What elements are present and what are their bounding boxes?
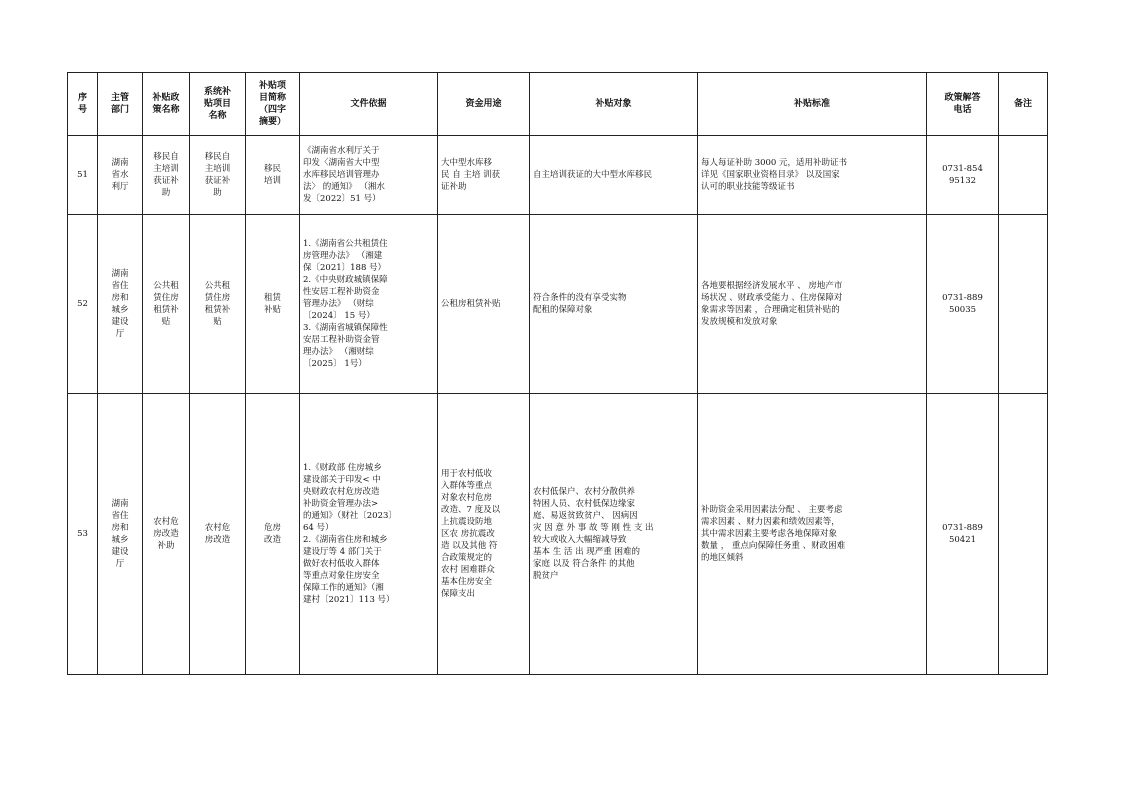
cell-note (999, 136, 1048, 215)
cell-basis: 1.《湖南省公共租赁住 房管理办法》 （湘建 保〔2021〕188 号） 2.《中央财政城镇保障 性安居工程补助资金 管理办法》 （财综 〔2024〕 15 号） 3.《湖南省城镇保障性 安居工程补助资金管 理办法》 （湘财综 〔2025〕 1号） (300, 215, 438, 394)
cell-dept: 湖南 省住 房和 城乡 建设 厅 (98, 215, 143, 394)
cell-phone: 0731-889 50035 (927, 215, 999, 394)
header-abbrev: 补贴项 目简称 （四字 摘要） (246, 73, 300, 136)
cell-phone: 0731-889 50421 (927, 394, 999, 675)
cell-target: 符合条件的没有享受实物 配租的保障对象 (530, 215, 698, 394)
cell-basis: 1.《财政部 住房城乡 建设部关于印发< 中 央财政农村危房改造 补助资金管理办法> 的通知》（财社〔2023〕 64 号） 2.《湖南省住房和城乡 建设厅等 4 部门关于 做好农村低收入群体 等重点对象住房安全 保障工作的通知》（湘 建村〔2021〕113 号） (300, 394, 438, 675)
cell-abbrev: 移民 培训 (246, 136, 300, 215)
table-row (68, 215, 1048, 394)
header-note: 备注 (999, 73, 1048, 136)
cell-basis: 《湖南省水利厅关于 印发〈湖南省大中型 水库移民培训管理办 法〉 的通知》 （湘水 发〔2022〕51 号） (300, 136, 438, 215)
policy-table (67, 72, 1048, 675)
cell-seq: 51 (68, 136, 98, 215)
header-usage: 资金用途 (438, 73, 530, 136)
cell-usage: 用于农村低收 入群体等重点 对象农村危房 改造、7 度及以 上抗震设防地 区农 房抗震改 造 以及其他 符 合政策规定的 农村 困难群众 基本住房安全 保障支出 (438, 394, 530, 675)
cell-dept: 湖南 省住 房和 城乡 建设 厅 (98, 394, 143, 675)
cell-target: 自主培训获证的大中型水库移民 (530, 136, 698, 215)
cell-note (999, 215, 1048, 394)
header-row (68, 73, 1048, 136)
header-system-item: 系统补 贴项目 名称 (190, 73, 246, 136)
cell-standard: 补助资金采用因素法分配 、 主要考虑 需求因素 、财力因素和绩效因素等， 其中需求因素主要考虑各地保障对象 数量 ， 重点向保障任务重 、财政困难 的地区倾斜 (698, 394, 927, 675)
table-row (68, 136, 1048, 215)
cell-seq: 52 (68, 215, 98, 394)
cell-standard: 各地要根据经济发展水平 、 房地产市 场状况 、财政承受能力 、住房保障对 象需求等因素 ，合理确定租赁补贴的 发放规模和发放对象 (698, 215, 927, 394)
cell-dept: 湖南 省水 利厅 (98, 136, 143, 215)
cell-abbrev: 租赁 补贴 (246, 215, 300, 394)
header-target: 补贴对象 (530, 73, 698, 136)
header-dept: 主管 部门 (98, 73, 143, 136)
cell-seq: 53 (68, 394, 98, 675)
cell-policy-name: 农村危 房改造 补助 (143, 394, 190, 675)
cell-usage: 大中型水库移 民 自 主培 训获 证补助 (438, 136, 530, 215)
cell-target: 农村低保户、农村分散供养 特困人员、农村低保边缘家 庭、易返贫致贫户、 因病因 灾 因 意 外 事 故 等 刚 性 支 出 较大或收入大幅缩减导致 基本 生 活 出 现严重 困难的 家庭 以及 符合条件 的其他 脱贫户 (530, 394, 698, 675)
cell-policy-name: 公共租 赁住房 租赁补 贴 (143, 215, 190, 394)
cell-usage: 公租房租赁补贴 (438, 215, 530, 394)
cell-policy-name: 移民自 主培训 获证补 助 (143, 136, 190, 215)
cell-standard: 每人每证补助 3000 元，适用补助证书 详见《国家职业资格目录》 以及国家 认可的职业技能等级证书 (698, 136, 927, 215)
cell-note (999, 394, 1048, 675)
cell-phone: 0731-854 95132 (927, 136, 999, 215)
table-row (68, 394, 1048, 675)
cell-system-item: 农村危 房改造 (190, 394, 246, 675)
header-basis: 文件依据 (300, 73, 438, 136)
cell-system-item: 公共租 赁住房 租赁补 贴 (190, 215, 246, 394)
header-policy-name: 补贴政 策名称 (143, 73, 190, 136)
header-standard: 补贴标准 (698, 73, 927, 136)
cell-system-item: 移民自 主培训 获证补 助 (190, 136, 246, 215)
header-phone: 政策解答 电话 (927, 73, 999, 136)
cell-abbrev: 危房 改造 (246, 394, 300, 675)
header-seq: 序 号 (68, 73, 98, 136)
